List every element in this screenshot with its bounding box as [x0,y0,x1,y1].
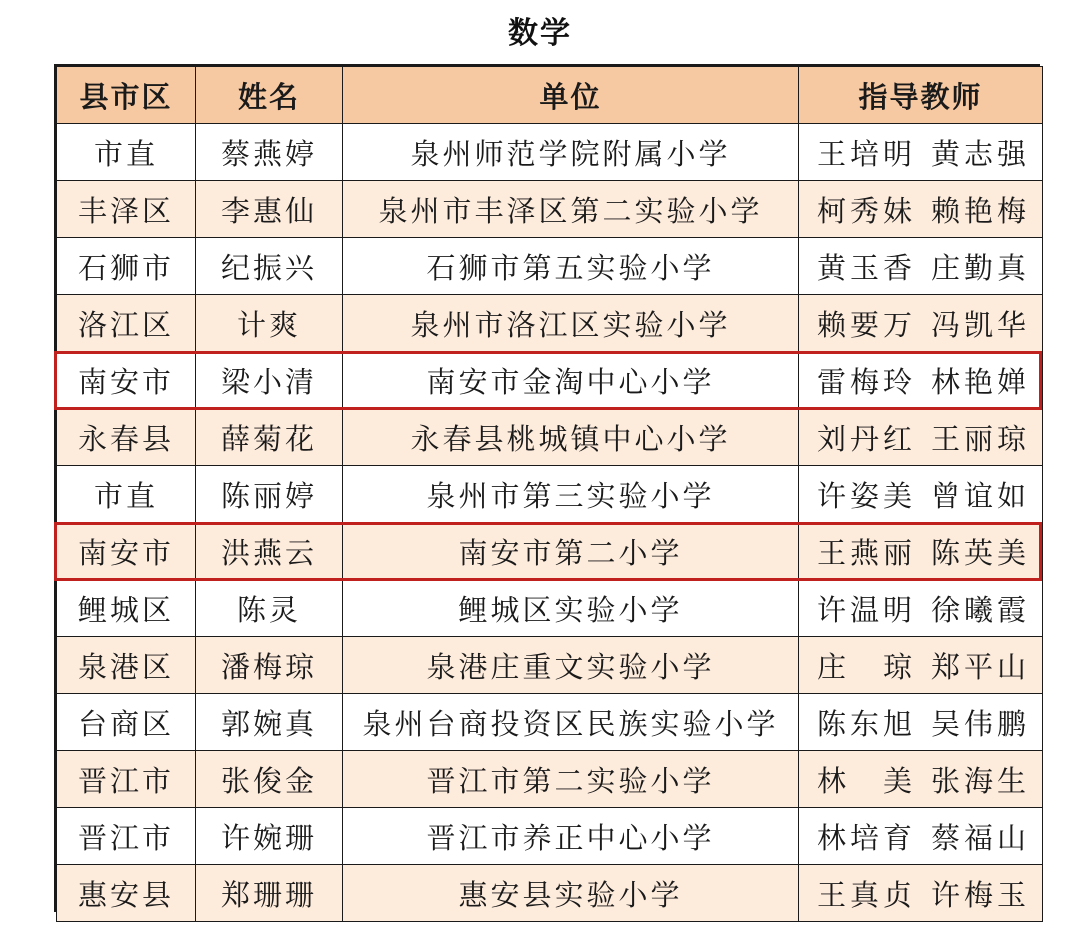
mentor-primary: 赖要万 [817,307,917,342]
cell-unit: 惠安县实验小学 [343,865,799,922]
table-row [57,466,1043,523]
cell-unit: 泉港庄重文实验小学 [343,637,799,694]
cell-district: 南安市 [57,352,196,409]
cell-mentors [799,181,1043,238]
mentor-secondary: 许梅玉 [931,877,1031,912]
cell-name: 许婉珊 [196,808,343,865]
mentor-primary: 庄 琼 [817,649,917,684]
mentor-secondary: 王丽琼 [931,421,1031,456]
cell-name: 梁小清 [196,352,343,409]
cell-mentors [799,694,1043,751]
cell-name: 计爽 [196,295,343,352]
mentor-primary: 刘丹红 [817,421,917,456]
mentor-primary: 雷梅玲 [817,364,917,399]
cell-unit: 泉州市洛江区实验小学 [343,295,799,352]
cell-name: 潘梅琼 [196,637,343,694]
table-row [57,238,1043,295]
cell-district: 市直 [57,466,196,523]
cell-name: 纪振兴 [196,238,343,295]
mentor-secondary: 吴伟鹏 [931,706,1031,741]
cell-mentors [799,238,1043,295]
mentor-primary: 许姿美 [817,478,917,513]
header-name: 姓名 [196,67,343,124]
cell-unit: 南安市金淘中心小学 [343,352,799,409]
table-row [57,808,1043,865]
cell-district: 惠安县 [57,865,196,922]
mentor-secondary: 赖艳梅 [931,193,1031,228]
table-row [57,409,1043,466]
cell-district: 丰泽区 [57,181,196,238]
mentor-secondary: 黄志强 [931,136,1031,171]
cell-district: 泉港区 [57,637,196,694]
results-table-grid [56,66,1043,922]
cell-unit: 鲤城区实验小学 [343,580,799,637]
cell-district: 晋江市 [57,751,196,808]
table-row [57,637,1043,694]
cell-unit: 永春县桃城镇中心小学 [343,409,799,466]
mentor-primary: 王真贞 [817,877,917,912]
cell-district: 晋江市 [57,808,196,865]
cell-name: 郭婉真 [196,694,343,751]
table-row [57,694,1043,751]
header-unit: 单位 [343,67,799,124]
results-table [54,64,1040,912]
mentor-secondary: 庄勤真 [931,250,1031,285]
cell-name: 陈灵 [196,580,343,637]
table-row [57,181,1043,238]
cell-unit: 泉州台商投资区民族实验小学 [343,694,799,751]
mentor-secondary: 张海生 [931,763,1031,798]
cell-mentors [799,466,1043,523]
cell-mentors [799,637,1043,694]
cell-mentors [799,409,1043,466]
table-row [57,124,1043,181]
table-header-row [57,67,1043,124]
cell-name: 郑珊珊 [196,865,343,922]
mentor-secondary: 冯凯华 [931,307,1031,342]
table-row [57,865,1043,922]
cell-name: 薛菊花 [196,409,343,466]
mentor-secondary: 林艳婵 [931,364,1031,399]
mentor-primary: 陈东旭 [817,706,917,741]
cell-unit: 晋江市养正中心小学 [343,808,799,865]
mentor-primary: 黄玉香 [817,250,917,285]
page-title: 数学 [508,16,572,51]
mentor-primary: 王燕丽 [817,535,917,570]
cell-district: 石狮市 [57,238,196,295]
mentor-primary: 王培明 [817,136,917,171]
mentor-secondary: 蔡福山 [931,820,1031,855]
cell-mentors [799,295,1043,352]
cell-mentors [799,808,1043,865]
cell-district: 鲤城区 [57,580,196,637]
cell-mentors [799,580,1043,637]
cell-mentors [799,865,1043,922]
header-district: 县市区 [57,67,196,124]
cell-unit: 泉州市丰泽区第二实验小学 [343,181,799,238]
table-row [57,295,1043,352]
cell-district: 台商区 [57,694,196,751]
cell-name: 李惠仙 [196,181,343,238]
table-row [57,523,1043,580]
cell-unit: 石狮市第五实验小学 [343,238,799,295]
mentor-primary: 林培育 [817,820,917,855]
cell-mentors [799,523,1043,580]
header-mentors: 指导教师 [799,67,1043,124]
cell-unit: 南安市第二小学 [343,523,799,580]
table-body [57,124,1043,922]
cell-mentors [799,751,1043,808]
table-row [57,352,1043,409]
cell-name: 洪燕云 [196,523,343,580]
mentor-primary: 林 美 [817,763,917,798]
cell-name: 陈丽婷 [196,466,343,523]
cell-mentors [799,124,1043,181]
cell-unit: 泉州师范学院附属小学 [343,124,799,181]
mentor-primary: 许温明 [817,592,917,627]
cell-district: 市直 [57,124,196,181]
cell-district: 南安市 [57,523,196,580]
table-row [57,751,1043,808]
cell-name: 张俊金 [196,751,343,808]
cell-name: 蔡燕婷 [196,124,343,181]
cell-unit: 晋江市第二实验小学 [343,751,799,808]
mentor-secondary: 曾谊如 [931,478,1031,513]
mentor-primary: 柯秀妹 [817,193,917,228]
cell-district: 洛江区 [57,295,196,352]
mentor-secondary: 郑平山 [931,649,1031,684]
cell-district: 永春县 [57,409,196,466]
mentor-secondary: 徐曦霞 [931,592,1031,627]
table-row [57,580,1043,637]
cell-mentors [799,352,1043,409]
mentor-secondary: 陈英美 [931,535,1031,570]
cell-unit: 泉州市第三实验小学 [343,466,799,523]
